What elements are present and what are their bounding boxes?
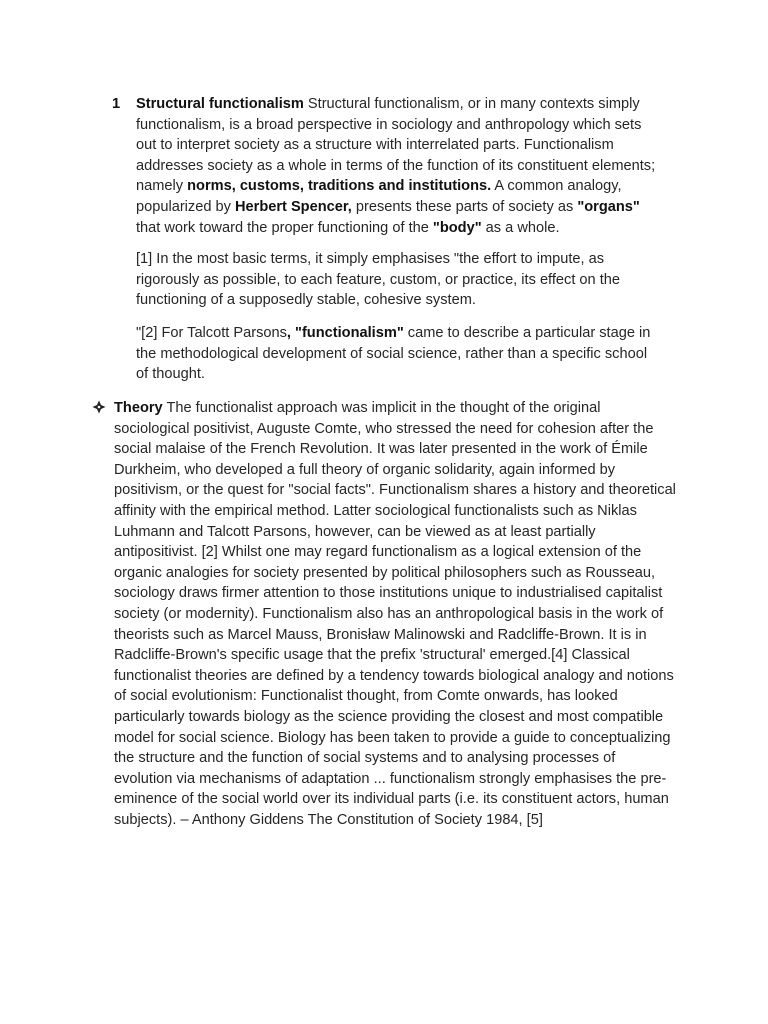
theory-paragraph [114, 398, 676, 830]
theory-heading: Theory [114, 400, 163, 416]
text-run: Structural functionalism, or in many contexts simply functionalism, is a broad perspective in sociology and anthropology which sets out to interpret society as a structure with interrelated parts. Functionalism addresses society as a whole in terms of the function of its constituent elements; namely [136, 96, 656, 195]
diamond-bullet-icon [92, 400, 106, 414]
section1-paragraph2 [136, 249, 660, 311]
section1-heading: Structural functionalism [136, 96, 304, 112]
text-run: Herbert Spencer, [234, 198, 352, 215]
text-run: [1] In the most basic terms, it simply emphasises "the effort to impute, as rigorously as possible, to each feature, custom, or practice, its effect on the functioning of a supposedly stable, cohesive system. [136, 251, 621, 309]
section1-intro-runs [136, 96, 655, 236]
text-run: came to describe a particular stage in the methodological development of social science, rather than a specific school of thought. [136, 325, 651, 383]
text-run: The functionalist approach was implicit in the thought of the original sociological positivist, Auguste Comte, who stressed the need for cohesion after the social malaise of the French Revolution. It was later presented in the work of Émile Durkheim, who developed a full theory of organic solidarity, again informed by positivism, or the quest for "social facts". Functionalism shares a history and theoretical affinity with the empirical method. Latter sociological functionalists such as Niklas Luhmann and Talcott Parsons, however, can be viewed as at least partially antipositivist. [2] Whilst one may regard functionalism as a logical extension of the organic analogies for society presented by political philosophers such as Rousseau, sociology draws firmer attention to those institutions unique to industrialised capitalist society (or modernity). Functionalism also has an anthropological basis in the work of theorists such as Marcel Mauss, Bronisław Malinowski and Radcliffe-Brown. It is in Radcliffe-Brown's specific usage that the prefix 'structural' emerged.[4] Classical functionalist theories are defined by a tendency towards biological analogy and notions of social evolutionism: Functionalist thought, from Comte onwards, has looked particularly towards biology as the science providing the closest and most compatible model for social science. Biology has been taken to provide a guide to conceptualizing the structure and the function of social systems and to analysing processes of evolution via mechanisms of adaptation ... functionalism strongly emphasises the pre-eminence of the social world over its individual parts (i.e. its constituent actors, human subjects). – Anthony Giddens The Constitution of Society 1984, [5] [114, 400, 676, 828]
text-run: as a whole. [481, 219, 560, 236]
text-run: A common analogy, popularized by [136, 178, 622, 215]
text-run: that work toward the proper functioning of the [136, 219, 433, 236]
text-run: "[2] For Talcott Parsons [136, 325, 287, 341]
text-run: "organs" [577, 198, 640, 215]
text-run: norms, customs, traditions and institutions. [187, 178, 492, 195]
text-run: , "functionalism" [286, 325, 404, 341]
section-number: 1 [112, 96, 121, 112]
text-run: presents these parts of society as [351, 198, 578, 215]
section1-paragraph1 [136, 94, 660, 238]
section1-paragraph3 [136, 323, 660, 385]
theory-body-runs [114, 400, 676, 828]
text-run: "body" [432, 219, 482, 236]
